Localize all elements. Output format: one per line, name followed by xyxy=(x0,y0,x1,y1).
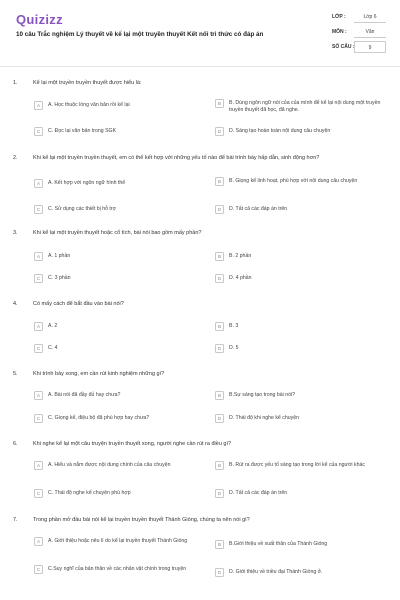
option-c[interactable] xyxy=(34,414,204,423)
option-text: D. 5 xyxy=(229,345,239,351)
question-text: Kể lại một truyền truyền thuyết được hiểu là: xyxy=(33,80,142,86)
question-text: Trong phần mở đầu bài nói kể lại truyền truyền thuyết Thánh Gióng, chúng ta nên nói gì? xyxy=(33,517,250,523)
header-divider xyxy=(0,66,400,67)
meta-label: LỚP : xyxy=(332,14,346,20)
option-key-box: B xyxy=(215,540,224,549)
meta-row-count xyxy=(332,40,388,55)
question-text: Có mấy cách để bắt đầu vào bài nói? xyxy=(33,301,124,307)
question-number: 1. xyxy=(13,80,18,86)
option-c[interactable] xyxy=(34,127,204,136)
option-text: B.Giới thiệu về xuất thân của Thánh Gióng xyxy=(229,541,328,547)
question-number: 3. xyxy=(13,230,18,236)
option-key-box: A xyxy=(34,101,43,110)
option-key-box: C xyxy=(34,414,43,423)
option-key-box: C xyxy=(34,274,43,283)
option-d[interactable] xyxy=(215,344,385,353)
option-key-box: B xyxy=(215,252,224,261)
option-b[interactable] xyxy=(215,99,385,113)
option-key-box: B xyxy=(215,322,224,331)
option-text: B. Dùng ngôn ngữ nói của của mình để kể lại nội dung một truyền truyền thuyết đã học, đã nghe. xyxy=(229,100,381,113)
option-d[interactable] xyxy=(215,274,385,283)
option-b[interactable] xyxy=(215,177,385,186)
option-key-box: C xyxy=(34,344,43,353)
option-a[interactable] xyxy=(34,101,204,110)
option-b[interactable] xyxy=(215,461,385,470)
question-number: 4. xyxy=(13,301,18,307)
option-text: C. Sử dụng các thiết bị hỗ trợ xyxy=(48,206,117,212)
option-a[interactable] xyxy=(34,391,204,400)
meta-row-subject xyxy=(332,25,388,40)
option-text: C.Suy nghĩ của bản thân về các nhân vật chính trong truyện xyxy=(48,566,187,572)
option-key-box: D xyxy=(215,414,224,423)
question-number: 6. xyxy=(13,441,18,447)
option-d[interactable] xyxy=(215,414,385,423)
option-d[interactable] xyxy=(215,568,385,577)
meta-value: Lớp 6 xyxy=(354,11,386,23)
option-key-box: D xyxy=(215,274,224,283)
option-text: A. Hiểu và nắm được nội dung chính của câu chuyện xyxy=(48,462,171,468)
option-c[interactable] xyxy=(34,274,204,283)
option-key-box: A xyxy=(34,179,43,188)
meta-label: MÔN : xyxy=(332,29,347,35)
option-text: C. Thái độ nghe kể chuyện phù hợp xyxy=(48,490,131,496)
option-c[interactable] xyxy=(34,565,204,574)
meta-panel xyxy=(332,10,388,55)
option-text: D. Giới thiệu về triều đại Thánh Gióng ở. xyxy=(229,569,323,575)
option-text: B. 2 phần xyxy=(229,253,252,259)
option-c[interactable] xyxy=(34,205,204,214)
option-key-box: D xyxy=(215,127,224,136)
meta-value: Văn xyxy=(354,26,386,38)
option-key-box: D xyxy=(215,568,224,577)
option-text: A. 2 xyxy=(48,323,58,329)
option-b[interactable] xyxy=(215,540,385,549)
question-text: Khi kể lại một truyền thuyết hoặc cổ tích, bài nói bao gồm mấy phần? xyxy=(33,230,202,236)
option-d[interactable] xyxy=(215,127,385,136)
option-text: D. Sáng tạo hoàn toàn nội dung câu chuyện xyxy=(229,128,331,134)
option-text: A. Bài nói đã đầy đủ hay chưa? xyxy=(48,392,121,398)
option-text: A. Học thuộc lòng văn bản rồi kể lại xyxy=(48,102,130,108)
option-c[interactable] xyxy=(34,489,204,498)
question-text: Khi kể lại một truyền truyền thuyết, em có thể kết hợp với những yếu tố nào để bài trình bày hấp dẫn, sinh động hơn? xyxy=(33,155,320,161)
option-c[interactable] xyxy=(34,344,204,353)
option-b[interactable] xyxy=(215,252,385,261)
meta-row-class xyxy=(332,10,388,25)
question-number: 5. xyxy=(13,371,18,377)
option-d[interactable] xyxy=(215,205,385,214)
option-a[interactable] xyxy=(34,537,204,546)
option-text: C. 4 xyxy=(48,345,58,351)
option-a[interactable] xyxy=(34,252,204,261)
option-b[interactable] xyxy=(215,391,385,400)
option-text: C. Đọc lại văn bản trong SGK xyxy=(48,128,117,134)
option-key-box: B xyxy=(215,461,224,470)
option-text: A. Giới thiệu hoặc nêu lí do kể lại truyền thuyết Thánh Gióng xyxy=(48,538,188,544)
option-text: C. 3 phần xyxy=(48,275,71,281)
option-text: D. Tất cả các đáp án trên xyxy=(229,490,288,496)
question-number: 7. xyxy=(13,517,18,523)
option-key-box: A xyxy=(34,537,43,546)
option-text: B. Rút ra được yếu tố sáng tạo trong lời kể của người khác xyxy=(229,462,365,468)
option-text: D. Tất cả các đáp án trên xyxy=(229,206,288,212)
option-a[interactable] xyxy=(34,179,204,188)
option-key-box: C xyxy=(34,565,43,574)
option-text: A. Kết hợp với ngôn ngữ hình thể xyxy=(48,180,126,186)
option-key-box: C xyxy=(34,127,43,136)
question-text: Khi nghe kể lại một câu truyện truyền thuyết xong, người nghe cần rút ra điều gì? xyxy=(33,441,232,447)
option-text: A. 1 phần xyxy=(48,253,71,259)
option-a[interactable] xyxy=(34,461,204,470)
option-b[interactable] xyxy=(215,322,385,331)
option-key-box: B xyxy=(215,177,224,186)
option-key-box: C xyxy=(34,489,43,498)
worksheet-title: 10 câu Trắc nghiệm Lý thuyết về kể lại một truyền thuyết Kết nối tri thức có đáp án xyxy=(16,31,264,38)
option-text: D. 4 phần xyxy=(229,275,252,281)
option-text: B. 3 xyxy=(229,323,239,329)
option-text: D. Thái độ khi nghe kể chuyện xyxy=(229,415,299,421)
option-text: B. Giọng kể linh hoạt, phù hợp với nội dung câu chuyện xyxy=(229,178,358,184)
option-text: C. Giọng kể, điệu bộ đã phù hợp hay chưa? xyxy=(48,415,150,421)
option-a[interactable] xyxy=(34,322,204,331)
meta-value: 9 xyxy=(354,41,386,53)
question-text: Khi trình bày xong, em cần rút kinh nghiệm những gì? xyxy=(33,371,165,377)
option-key-box: B xyxy=(215,99,224,108)
question-number: 2. xyxy=(13,155,18,161)
option-key-box: D xyxy=(215,344,224,353)
meta-label: SỐ CÂU : xyxy=(332,44,355,50)
option-key-box: A xyxy=(34,322,43,331)
option-text: B.Sự sáng tạo trong bài nói? xyxy=(229,392,296,398)
worksheet-header xyxy=(0,0,400,64)
option-key-box: B xyxy=(215,391,224,400)
option-key-box: A xyxy=(34,391,43,400)
option-key-box: D xyxy=(215,489,224,498)
option-key-box: C xyxy=(34,205,43,214)
option-key-box: A xyxy=(34,461,43,470)
option-d[interactable] xyxy=(215,489,385,498)
option-key-box: D xyxy=(215,205,224,214)
quizizz-logo: Quizizz xyxy=(16,12,63,27)
option-key-box: A xyxy=(34,252,43,261)
